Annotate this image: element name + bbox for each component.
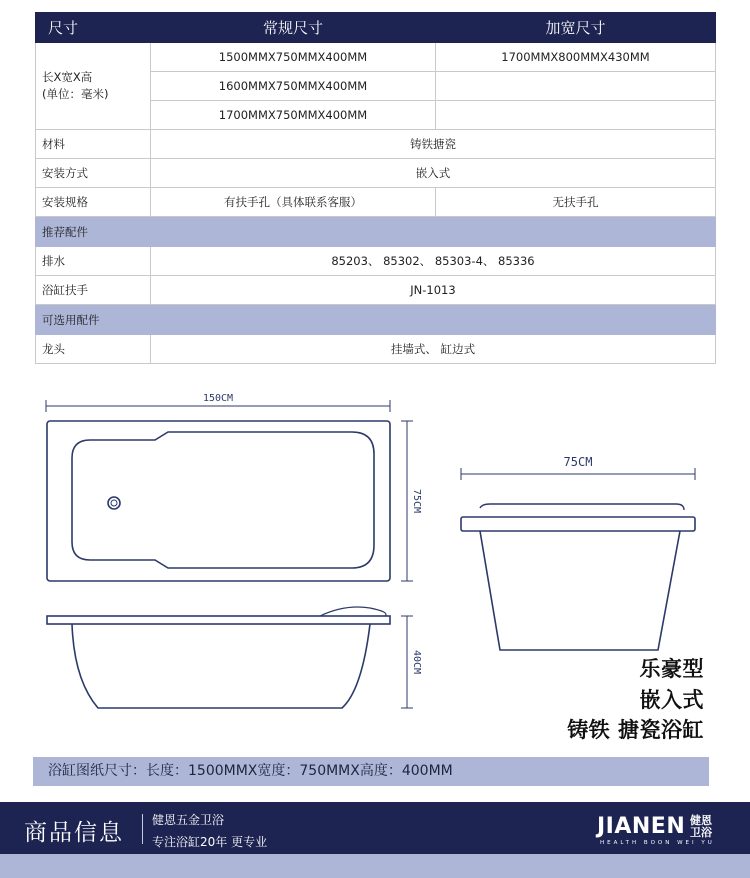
- footer: [0, 802, 750, 854]
- table-row: [36, 247, 716, 276]
- side-width-dimension-label: 75CM: [563, 455, 593, 469]
- caption-material: 铸铁 搪瓷浴缸: [567, 718, 704, 742]
- faucet-label: 龙头: [36, 335, 151, 364]
- height-dimension-label: 40CM: [411, 649, 422, 675]
- header-wide: 加宽尺寸: [436, 13, 716, 43]
- dims-wide-2: [436, 72, 716, 101]
- dims-standard-1: 1500MMX750MMX400MM: [151, 43, 436, 72]
- width-dimension-label: 75CM: [411, 488, 422, 514]
- section-row: [36, 217, 716, 247]
- section-row: [36, 305, 716, 335]
- handrail-label: 浴缸扶手: [36, 276, 151, 305]
- dims-wide-3: [436, 101, 716, 130]
- dims-label-line2: (单位：毫米): [42, 87, 109, 101]
- install-spec-standard: 有扶手孔（具体联系客服）: [151, 188, 436, 217]
- footer-strip: [0, 854, 750, 878]
- drain-hole-icon: [108, 497, 120, 509]
- table-row: [36, 43, 716, 72]
- footer-title: 商品信息: [24, 820, 124, 846]
- length-dimension-label: 150CM: [202, 393, 234, 404]
- install-spec-label: 安装规格: [36, 188, 151, 217]
- footer-company: 健恩五金卫浴: [152, 813, 225, 827]
- material-label: 材料: [36, 130, 151, 159]
- faucet-value: 挂墙式、 缸边式: [151, 335, 716, 364]
- tub-front-rim: [47, 616, 390, 624]
- handrail-value: JN-1013: [151, 276, 716, 305]
- tub-front-view: [72, 624, 370, 708]
- install-method-label: 安装方式: [36, 159, 151, 188]
- caption-install: 嵌入式: [639, 688, 704, 712]
- install-spec-wide: 无扶手孔: [436, 188, 716, 217]
- dims-label-line1: 长X宽X高: [42, 70, 93, 84]
- header-standard: 常规尺寸: [151, 13, 436, 43]
- tub-side-rim: [461, 517, 695, 531]
- dims-label: [36, 43, 151, 130]
- footer-divider: [142, 814, 143, 844]
- table-row: [36, 335, 716, 364]
- drain-label: 排水: [36, 247, 151, 276]
- brand-logo-sub: HEALTH BOON WEI YU: [600, 840, 715, 846]
- table-header-row: [36, 13, 716, 43]
- recommended-section-title: 推荐配件: [36, 217, 716, 247]
- dims-wide-1: 1700MMX800MMX430MM: [436, 43, 716, 72]
- bathtub-drawing: [0, 380, 750, 750]
- brand-logo: JIANEN: [597, 814, 686, 839]
- dims-standard-3: 1700MMX750MMX400MM: [151, 101, 436, 130]
- table-row: [36, 130, 716, 159]
- caption-model: 乐豪型: [639, 657, 704, 681]
- table-row: [36, 188, 716, 217]
- install-method-value: 嵌入式: [151, 159, 716, 188]
- header-size: 尺寸: [36, 13, 151, 43]
- tub-side-view: [480, 531, 680, 650]
- tub-basin-outline: [72, 432, 374, 568]
- table-row: [36, 276, 716, 305]
- drawing-size-bar: 浴缸图纸尺寸：长度：1500MMX宽度：750MMX高度：400MM: [33, 757, 709, 786]
- tub-top-view: [47, 421, 390, 581]
- dims-standard-2: 1600MMX750MMX400MM: [151, 72, 436, 101]
- drain-value: 85203、 85302、 85303-4、 85336: [151, 247, 716, 276]
- optional-section-title: 可选用配件: [36, 305, 716, 335]
- spec-table: [35, 12, 716, 364]
- material-value: 铸铁搪瓷: [151, 130, 716, 159]
- brand-logo-cn: 健恩卫浴: [690, 814, 712, 839]
- footer-slogan: 专注浴缸20年 更专业: [152, 835, 268, 849]
- table-row: [36, 159, 716, 188]
